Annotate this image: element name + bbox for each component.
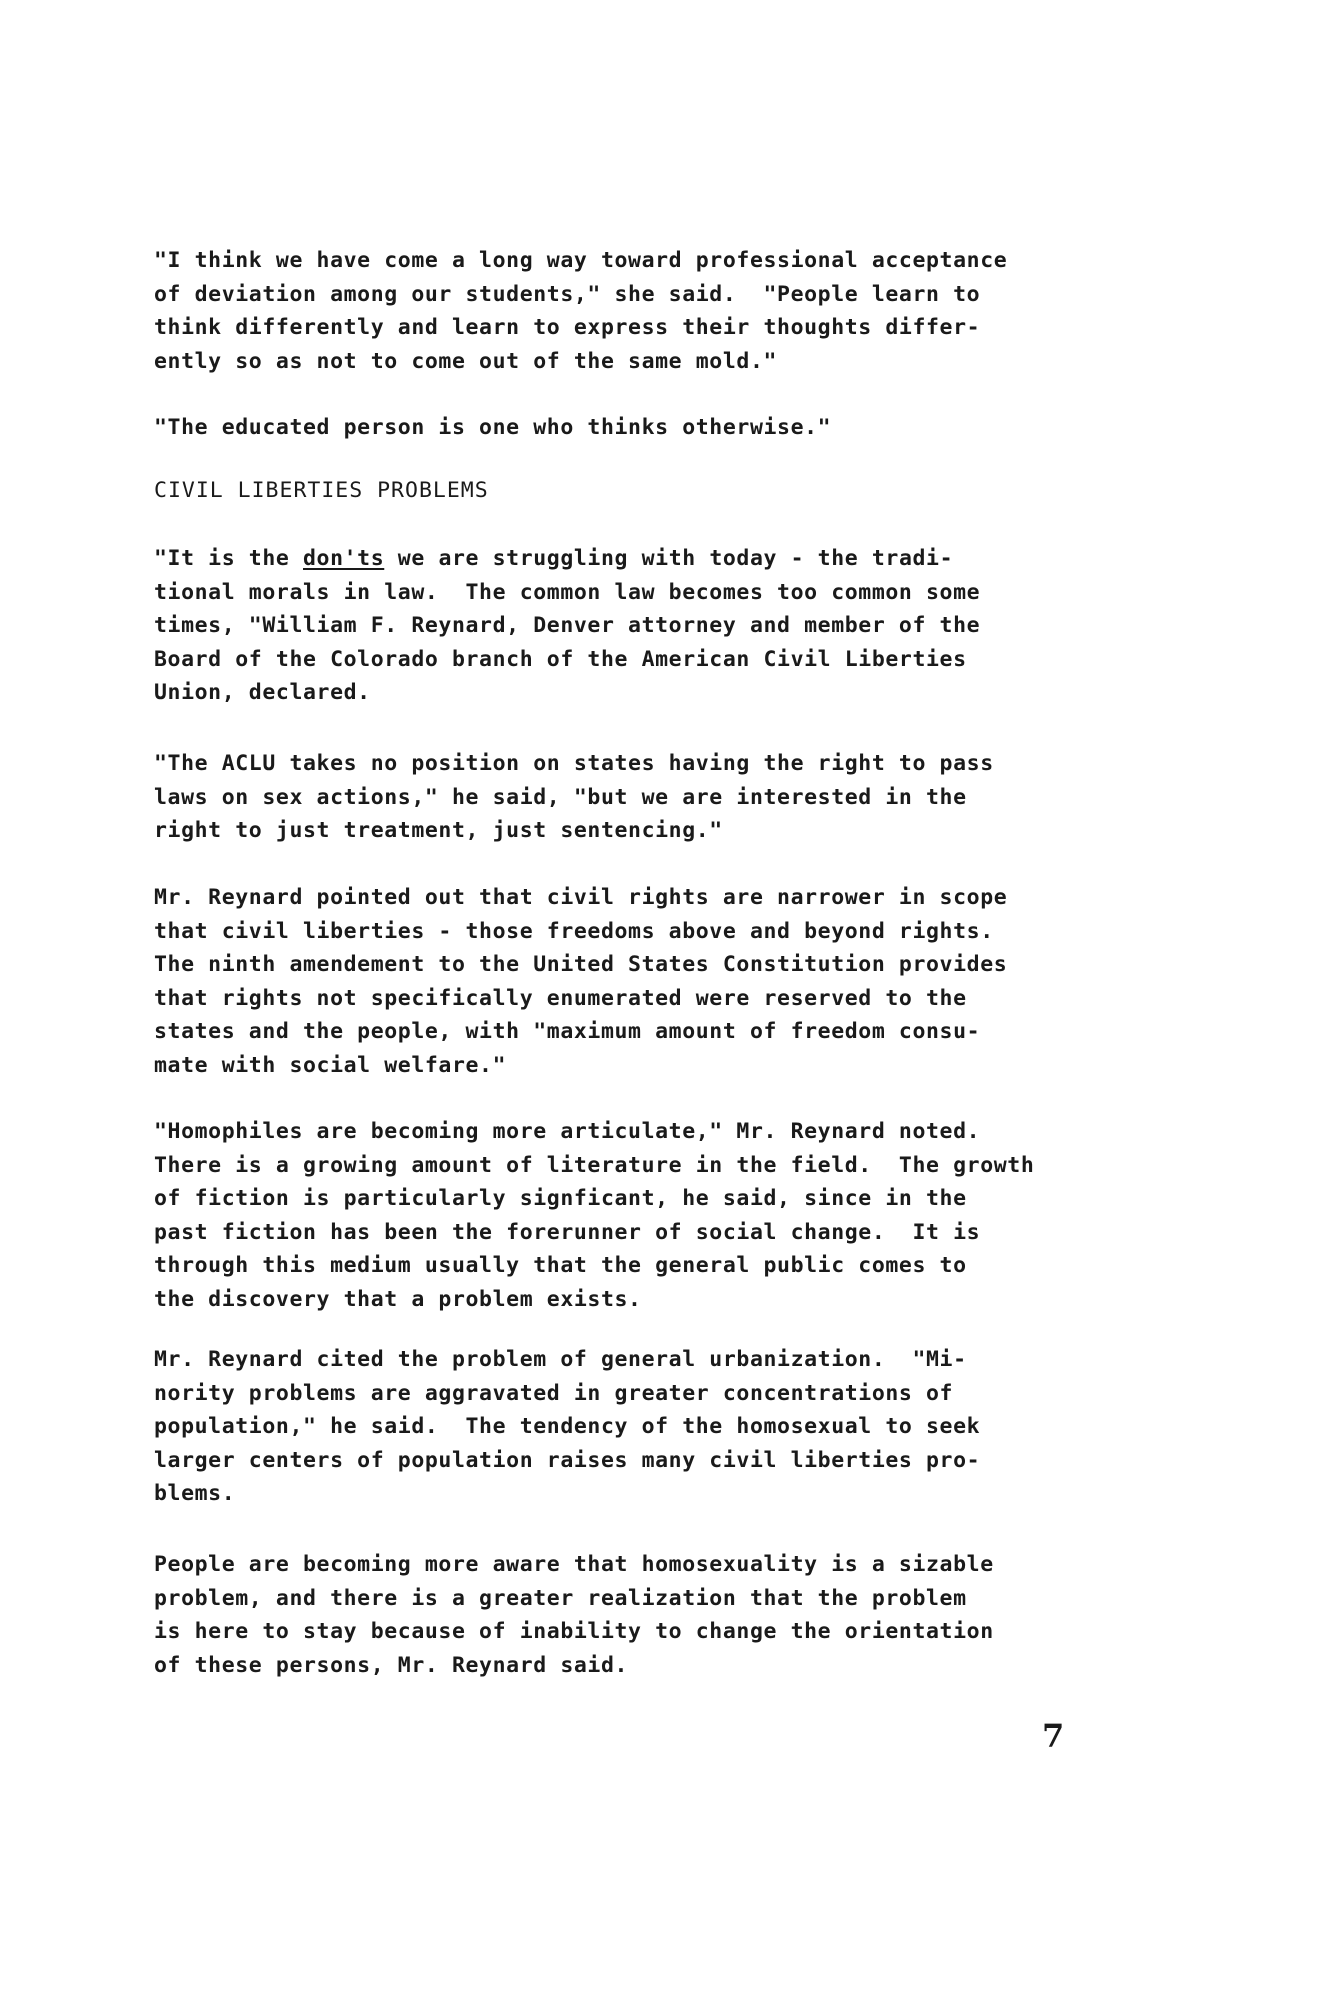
underlined-word: don'ts	[303, 546, 385, 571]
text-line: times, "William F. Reynard, Denver attorney and member of the	[154, 613, 981, 638]
text-line: Mr. Reynard cited the problem of general urbanization. "Mi-	[154, 1347, 967, 1372]
text-line: nority problems are aggravated in greater concentrations of	[154, 1380, 954, 1406]
text-line: of deviation among our students," she said. "People learn to	[154, 281, 981, 307]
text-line: tional morals in law. The common law becomes too common some	[154, 579, 981, 605]
text-line: population," he said. The tendency of the homosexual to seek	[154, 1414, 981, 1439]
text-line: think differently and learn to express their thoughts differ-	[154, 315, 981, 340]
paragraph-urbanization	[154, 1343, 1174, 1511]
text-line: "The educated person is one who thinks otherwise."	[154, 415, 832, 440]
paragraph-homophiles	[154, 1115, 1174, 1316]
paragraph-acceptance	[154, 244, 1174, 378]
text-line: larger centers of population raises many civil liberties pro-	[154, 1447, 981, 1473]
text-line: ently so as not to come out of the same mold."	[154, 348, 778, 374]
paragraph-awareness	[154, 1548, 1174, 1682]
text-line: Board of the Colorado branch of the American Civil Liberties	[154, 646, 967, 672]
text-line: The ninth amendement to the United States Constitution provides	[154, 952, 1008, 977]
text-line: Mr. Reynard pointed out that civil rights are narrower in scope	[154, 885, 1008, 910]
text-line: through this medium usually that the general public comes to	[154, 1253, 967, 1278]
paragraph-educated-person	[154, 411, 1174, 445]
text-line: "I think we have come a long way toward professional acceptance	[154, 248, 1008, 273]
text-line: laws on sex actions," he said, "but we are interested in the	[154, 784, 967, 810]
text-line: is here to stay because of inability to change the orientation	[154, 1619, 994, 1644]
paragraph-donts	[154, 542, 1174, 710]
text-line: "The ACLU takes no position on states having the right to pass	[154, 751, 994, 776]
paragraph-civil-rights	[154, 881, 1174, 1082]
text-line: right to just treatment, just sentencing."	[154, 818, 723, 843]
text-line: People are becoming more aware that homosexuality is a sizable	[154, 1552, 994, 1577]
text-line: Union, declared.	[154, 680, 371, 705]
text-line: states and the people, with "maximum amount of freedom consu-	[154, 1019, 981, 1044]
text-line: problem, and there is a greater realization that the problem	[154, 1585, 967, 1611]
section-heading: CIVIL LIBERTIES PROBLEMS	[154, 478, 489, 503]
text-line: of these persons, Mr. Reynard said.	[154, 1652, 629, 1678]
text-line: of fiction is particularly signficant, he said, since in the	[154, 1186, 967, 1211]
page-number: 7	[1042, 1717, 1065, 1755]
text-line: There is a growing amount of literature in the field. The growth	[154, 1152, 1035, 1178]
text-line: blems.	[154, 1481, 236, 1506]
text-line: the discovery that a problem exists.	[154, 1286, 642, 1312]
text-line: we are struggling with today - the tradi-	[384, 546, 954, 571]
paragraph-aclu	[154, 747, 1174, 848]
text-line: that civil liberties - those freedoms above and beyond rights.	[154, 918, 994, 944]
text-line: mate with social welfare."	[154, 1052, 507, 1078]
text-line: past fiction has been the forerunner of social change. It is	[154, 1219, 981, 1245]
text-line: "Homophiles are becoming more articulate," Mr. Reynard noted.	[154, 1119, 981, 1144]
text-line: that rights not specifically enumerated were reserved to the	[154, 985, 967, 1011]
text-line: "It is the	[154, 546, 303, 571]
